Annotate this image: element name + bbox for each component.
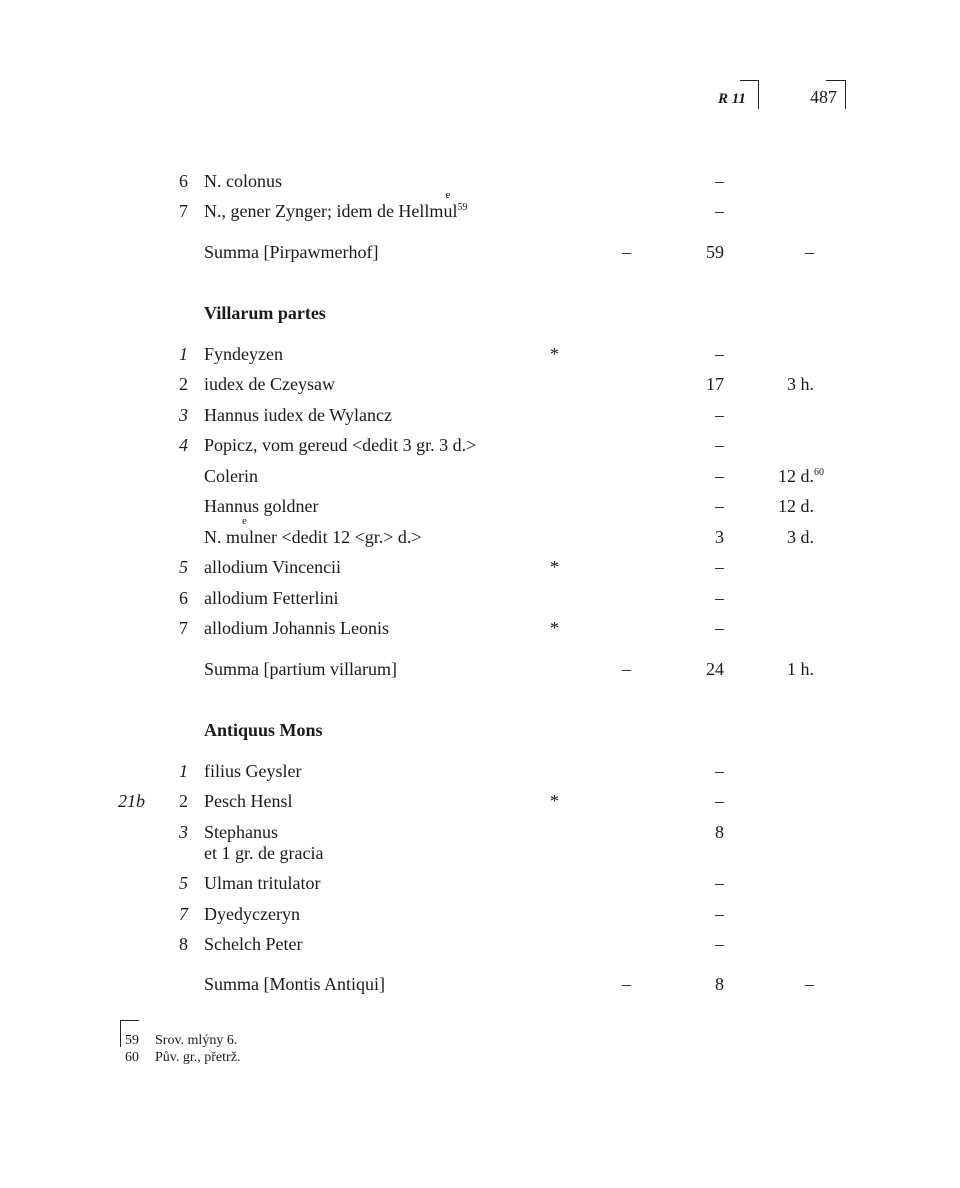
row-name: Hannus iudex de Wylancz	[204, 405, 393, 425]
row-value: –	[715, 904, 724, 924]
footnote-ref: 60	[814, 467, 824, 478]
row-value-extra	[778, 465, 824, 487]
row-name-part: l	[452, 201, 458, 221]
row-value: –	[715, 171, 724, 191]
row-name: allodium Fetterlini	[204, 588, 339, 608]
section-heading: Antiquus Mons	[204, 720, 323, 740]
table-row	[0, 587, 960, 609]
row-value: 17	[706, 374, 724, 394]
row-name: Stephanus	[204, 822, 278, 842]
table-row	[0, 760, 960, 782]
row-name: Colerin	[204, 466, 258, 486]
asterisk-mark: *	[550, 344, 559, 364]
row-number: 8	[179, 934, 188, 954]
row-number: 2	[179, 791, 188, 811]
table-row	[0, 790, 960, 812]
row-number: 7	[179, 618, 188, 638]
row-name	[204, 200, 467, 222]
table-row	[0, 465, 960, 487]
row-name: N. colonus	[204, 171, 282, 191]
row-name-part: lner <dedit 12 <gr.> d.>	[249, 527, 422, 547]
row-name: Pesch Hensl	[204, 791, 293, 811]
table-row-continuation	[0, 842, 960, 864]
footnote	[125, 1032, 525, 1049]
row-value: –	[715, 405, 724, 425]
row-number: 3	[179, 405, 188, 425]
running-header-code: R 11	[718, 91, 746, 107]
row-name: iudex de Czeysaw	[204, 374, 335, 394]
row-value-extra: 3 h.	[787, 374, 814, 394]
row-name-part: N., gener Zynger; idem de Hellm	[204, 201, 444, 221]
row-name-continuation: et 1 gr. de gracia	[204, 843, 324, 863]
table-row	[0, 170, 960, 192]
row-value: –	[715, 588, 724, 608]
page-number: 487	[810, 87, 837, 107]
row-value-extra-text: 12 d.	[778, 466, 814, 486]
u-with-e-letter: e u	[443, 200, 452, 222]
summa-col2: 59	[706, 242, 724, 262]
row-name: Schelch Peter	[204, 934, 303, 954]
summa-col1: –	[622, 974, 631, 994]
row-value-extra: 3 d.	[787, 527, 814, 547]
summa-label: Summa [Montis Antiqui]	[204, 974, 386, 994]
row-number: 1	[179, 761, 188, 781]
summa-col1: –	[622, 659, 631, 679]
summa-col1: –	[622, 242, 631, 262]
row-value: –	[715, 934, 724, 954]
summa-row	[0, 241, 960, 263]
row-value: –	[715, 873, 724, 893]
footnote-number: 60	[125, 1050, 139, 1065]
table-row	[0, 495, 960, 517]
margin-folio-note: 21b	[118, 791, 145, 811]
row-number: 7	[179, 904, 188, 924]
row-value: –	[715, 201, 724, 221]
row-name: Dyedyczeryn	[204, 904, 300, 924]
row-name: allodium Vincencii	[204, 557, 342, 577]
row-value: 8	[715, 822, 724, 842]
summa-row	[0, 973, 960, 995]
row-number: 3	[179, 822, 188, 842]
asterisk-mark: *	[550, 557, 559, 577]
row-number: 6	[179, 588, 188, 608]
row-name	[204, 526, 422, 548]
summa-col3: 1 h.	[787, 659, 814, 679]
table-row	[0, 526, 960, 548]
header-corner-mark	[740, 80, 759, 109]
row-name: allodium Johannis Leonis	[204, 618, 389, 638]
row-number: 2	[179, 374, 188, 394]
footnote	[125, 1049, 525, 1066]
table-row	[0, 200, 960, 222]
row-name: Popicz, vom gereud <dedit 3 gr. 3 d.>	[204, 435, 477, 455]
table-row	[0, 872, 960, 894]
u-with-e-letter: e u	[240, 526, 249, 548]
table-row	[0, 434, 960, 456]
summa-col3: –	[805, 242, 814, 262]
row-value: –	[715, 496, 724, 516]
row-value: –	[715, 791, 724, 811]
table-row	[0, 556, 960, 578]
row-value: –	[715, 557, 724, 577]
row-value: 3	[715, 527, 724, 547]
row-value-extra: 12 d.	[778, 496, 814, 516]
summa-col3: –	[805, 974, 814, 994]
row-value: –	[715, 618, 724, 638]
footnote-text: Pův. gr., přetrž.	[155, 1050, 241, 1065]
row-value: –	[715, 466, 724, 486]
row-number: 5	[179, 557, 188, 577]
row-number: 4	[179, 435, 188, 455]
table-row	[0, 903, 960, 925]
section-heading: Villarum partes	[204, 303, 326, 323]
row-number: 1	[179, 344, 188, 364]
summa-label: Summa [partium villarum]	[204, 659, 397, 679]
row-name: Fyndeyzen	[204, 344, 283, 364]
footnote-text: Srov. mlýny 6.	[155, 1033, 238, 1048]
table-row	[0, 933, 960, 955]
row-name: Hannus goldner	[204, 496, 319, 516]
row-number: 7	[179, 201, 188, 221]
table-row	[0, 821, 960, 843]
row-name-part: N. m	[204, 527, 240, 547]
row-value: –	[715, 761, 724, 781]
row-name: Ulman tritulator	[204, 873, 321, 893]
row-value: –	[715, 435, 724, 455]
summa-col2: 24	[706, 659, 724, 679]
row-number: 6	[179, 171, 188, 191]
table-row	[0, 373, 960, 395]
summa-row	[0, 658, 960, 680]
summa-col2: 8	[715, 974, 724, 994]
row-value: –	[715, 344, 724, 364]
table-row	[0, 404, 960, 426]
asterisk-mark: *	[550, 791, 559, 811]
footnote-number: 59	[125, 1033, 139, 1048]
table-row	[0, 617, 960, 639]
table-row	[0, 343, 960, 365]
footnote-ref: 59	[457, 202, 468, 213]
asterisk-mark: *	[550, 618, 559, 638]
row-number: 5	[179, 873, 188, 893]
summa-label: Summa [Pirpawmerhof]	[204, 242, 379, 262]
header-corner-mark	[826, 80, 846, 109]
row-name: filius Geysler	[204, 761, 302, 781]
